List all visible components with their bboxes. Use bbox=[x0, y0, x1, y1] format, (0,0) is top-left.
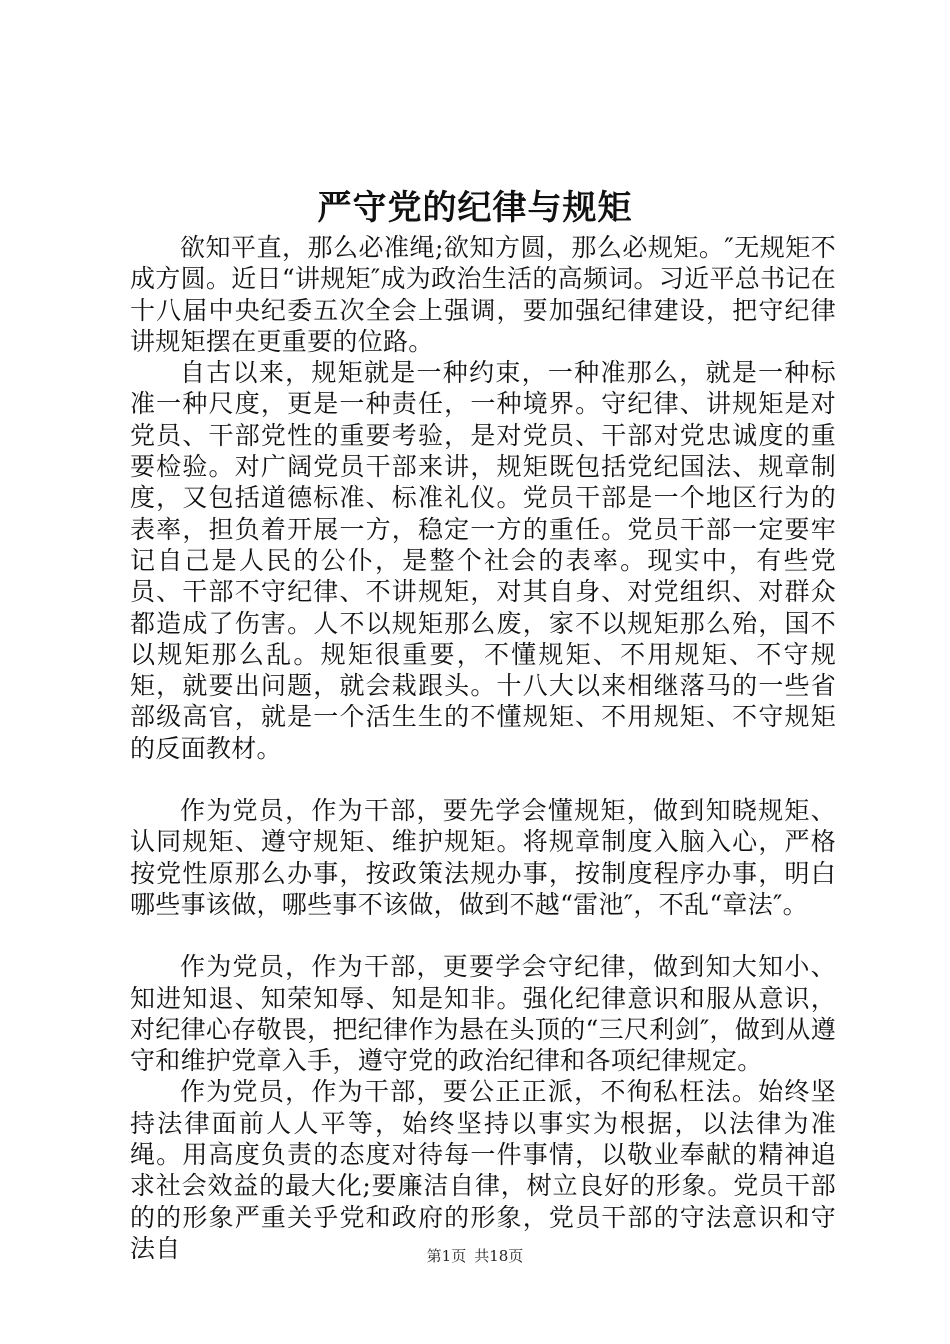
paragraph-3: 作为党员，作为干部，要先学会懂规矩，做到知晓规矩、认同规矩、遵守规矩、维护规矩。将规章制度入脑入心，严格按党性原那么办事，按政策法规办事，按制度程序办事，明白哪些事该做，哪些事不该做，做到不越“雷池″，不乱“章法″。 bbox=[130, 796, 836, 919]
paragraph-1: 欲知平直，那么必准绳;欲知方圆，那么必规矩。″无规矩不成方圆。近日“讲规矩″成为政治生活的高频词。习近平总书记在十八届中央纪委五次全会上强调，要加强纪律建设，把守纪律讲规矩摆在更重要的位路。 bbox=[130, 233, 836, 356]
paragraph-5: 作为党员，作为干部，要公正正派，不徇私枉法。始终坚持法律面前人人平等，始终坚持以事实为根据，以法律为准绳。用高度负责的态度对待每一件事情，以敬业奉献的精神追求社会效益的最大化;要廉洁自律，树立良好的形象。党员干部的的形象严重关乎党和政府的形象，党员干部的守法意识和守法自 bbox=[130, 1077, 836, 1263]
page-footer bbox=[0, 1245, 950, 1267]
document-title: 严守党的纪律与规矩 bbox=[317, 188, 633, 228]
page-number: 第1页 bbox=[426, 1247, 467, 1265]
page-total: 共18页 bbox=[474, 1247, 524, 1265]
paragraph-4: 作为党员，作为干部，更要学会守纪律，做到知大知小、知进知退、知荣知辱、知是知非。强化纪律意识和服从意识，对纪律心存敬畏，把纪律作为悬在头顶的“三尺利剑″，做到从遵守和维护党章入手，遵守党的政治纪律和各项纪律规定。 bbox=[130, 952, 836, 1076]
paragraph-2: 自古以来，规矩就是一种约束，一种准那么，就是一种标准一种尺度，更是一种责任，一种境界。守纪律、讲规矩是对党员、干部党性的重要考验，是对党员、干部对党忠诚度的重要检验。对广阔党员干部来讲，规矩既包括党纪国法、规章制度，又包括道德标准、标准礼仪。党员干部是一个地区行为的表率，担负着开展一方，稳定一方的重任。党员干部一定要牢记自己是人民的公仆，是整个社会的表率。现实中，有些党员、干部不守纪律、不讲规矩，对其自身、对党组织、对群众都造成了伤害。人不以规矩那么废，家不以规矩那么殆，国不以规矩那么乱。规矩很重要，不懂规矩、不用规矩、不守规矩，就要出问题，就会栽跟头。十八大以来相继落马的一些省部级高官，就是一个活生生的不懂规矩、不用规矩、不守规矩的反面教材。 bbox=[130, 358, 836, 763]
document-body bbox=[130, 232, 836, 1264]
